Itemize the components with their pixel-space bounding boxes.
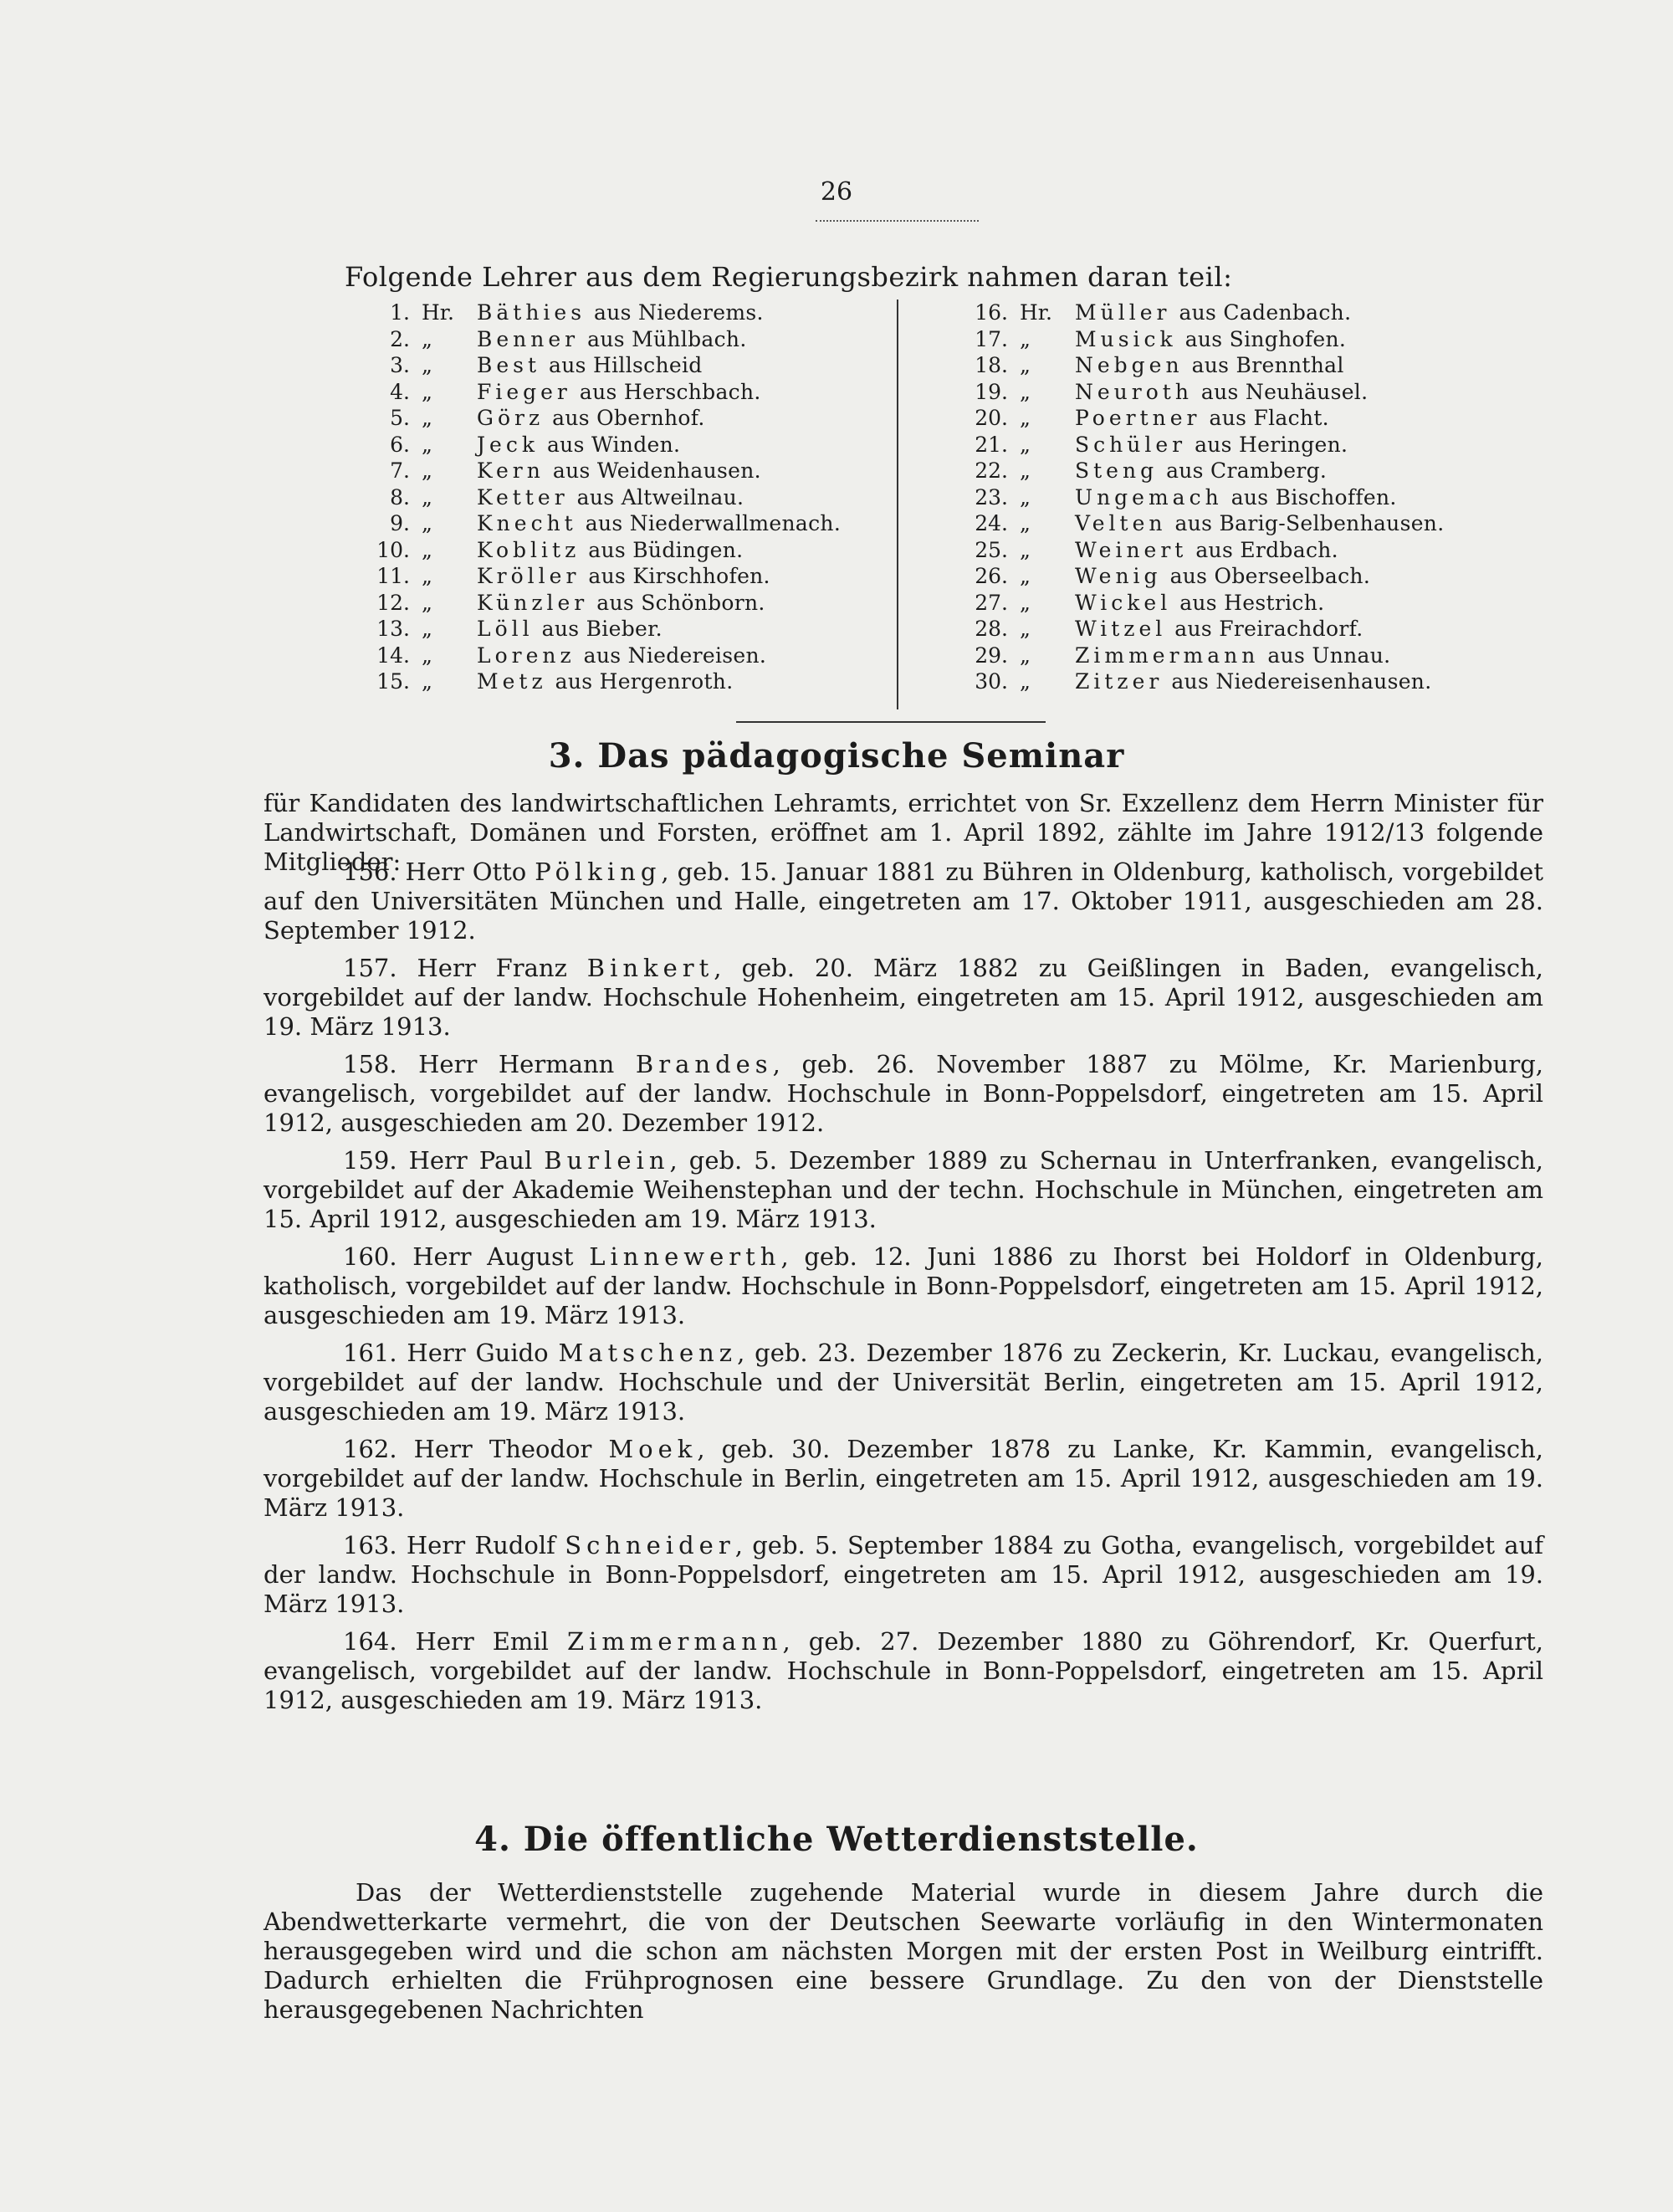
teacher-title: „ — [1020, 590, 1031, 615]
column-divider — [897, 300, 898, 709]
teacher-origin: aus Hillscheid — [549, 353, 703, 377]
teacher-row — [966, 563, 1485, 590]
teacher-origin: aus Neuhäusel. — [1200, 379, 1369, 404]
teacher-title: Hr. — [422, 300, 454, 325]
member-prefix: 158. Herr Hermann — [343, 1050, 615, 1078]
wetter-heading: 4. Die öffentliche Wetterdienststelle. — [474, 1820, 1199, 1859]
seminar-member-entry — [263, 1242, 1543, 1330]
seminar-member-entry — [263, 954, 1543, 1042]
teacher-title: „ — [422, 353, 432, 377]
teacher-origin: aus Brennthal — [1191, 353, 1344, 377]
teacher-number: 11. — [376, 564, 410, 588]
teacher-row — [368, 405, 903, 432]
teacher-row — [966, 590, 1485, 617]
teacher-title: „ — [1020, 643, 1031, 668]
teacher-number: 16. — [975, 300, 1008, 325]
teacher-origin: aus Bieber. — [541, 617, 663, 641]
teacher-origin: aus Heringen. — [1195, 432, 1348, 457]
teacher-name: Zitzer — [1075, 669, 1164, 694]
member-prefix: 161. Herr Guido — [343, 1339, 549, 1367]
teacher-origin: aus Flacht. — [1209, 406, 1329, 430]
teacher-number: 26. — [975, 564, 1008, 588]
section-divider — [736, 721, 1046, 723]
teacher-row — [368, 590, 903, 617]
member-surname: Linnewerth — [589, 1242, 781, 1271]
member-prefix: 156. Herr Otto — [343, 858, 527, 886]
teacher-row — [368, 379, 903, 406]
teacher-number: 1. — [390, 300, 410, 325]
teacher-title: „ — [1020, 432, 1031, 457]
teacher-row — [966, 405, 1485, 432]
teacher-row — [966, 326, 1485, 353]
teacher-row — [368, 643, 903, 669]
teacher-name: Best — [477, 353, 541, 377]
teacher-number: 24. — [975, 511, 1008, 535]
teacher-origin: aus Cramberg. — [1166, 458, 1328, 483]
teacher-row — [368, 458, 903, 484]
teacher-row — [966, 432, 1485, 458]
teacher-number: 15. — [376, 669, 410, 694]
teacher-title: „ — [422, 564, 432, 588]
teacher-name: Jeck — [477, 432, 539, 457]
teacher-number: 9. — [390, 511, 410, 535]
teacher-name: Weinert — [1075, 537, 1188, 562]
teacher-number: 30. — [975, 669, 1008, 694]
teacher-list-left — [368, 300, 903, 695]
member-details: , geb. 15. Januar 1881 zu Bühren in Oldenburg, katholisch, vorgebildet auf den Universitäten München und Halle, eingetreten am 17. Oktober 1911, ausgeschieden am 28. September 1912. — [263, 858, 1543, 945]
teacher-title: „ — [422, 643, 432, 668]
teacher-row — [368, 616, 903, 643]
teacher-name: Velten — [1075, 511, 1167, 535]
teacher-row — [368, 563, 903, 590]
seminar-heading: 3. Das pädagogische Seminar — [548, 736, 1125, 776]
wetter-paragraph: Das der Wetterdienststelle zugehende Material wurde in diesem Jahre durch die Abendwetterkarte vermehrt, die von der Deutschen Seewarte vorläufig in den Wintermonaten herausgegeben wird und die schon am nächsten Morgen mit der ersten Post in Weilburg eintrifft. Dadurch erhielten die Frühprognosen eine bessere Grundlage. Zu den von der Dienststelle herausgegebenen Nachrichten — [263, 1878, 1543, 2024]
teacher-name: Wenig — [1075, 564, 1162, 588]
teacher-origin: aus Niedereisenhausen. — [1171, 669, 1432, 694]
teacher-number: 27. — [975, 590, 1008, 615]
teacher-title: „ — [422, 669, 432, 694]
teacher-title: „ — [1020, 617, 1031, 641]
teacher-name: Ungemach — [1075, 484, 1223, 509]
teacher-origin: aus Winden. — [546, 432, 681, 457]
teacher-title: „ — [1020, 537, 1031, 562]
teacher-origin: aus Barig-Selbenhausen. — [1174, 511, 1445, 535]
teacher-origin: aus Kirschhofen. — [588, 564, 770, 588]
member-prefix: 157. Herr Franz — [343, 954, 567, 982]
teacher-number: 29. — [975, 643, 1008, 668]
teacher-origin: aus Oberseelbach. — [1169, 564, 1371, 588]
teacher-number: 12. — [376, 590, 410, 615]
teacher-row — [368, 668, 903, 695]
teacher-title: „ — [1020, 484, 1031, 509]
seminar-member-entry — [263, 1050, 1543, 1138]
member-details: , geb. 5. Dezember 1889 zu Schernau in Unterfranken, evangelisch, vorgebildet auf der Akademie Weihenstephan und der techn. Hochschule in München, eingetreten am 15. April 1912, ausgeschieden am 19. März 1913. — [263, 1146, 1544, 1233]
teacher-origin: aus Mühlbach. — [587, 326, 747, 351]
teacher-name: Fieger — [477, 379, 571, 404]
teacher-title: „ — [1020, 353, 1031, 377]
member-prefix: 160. Herr August — [343, 1242, 574, 1271]
teacher-number: 13. — [376, 617, 410, 641]
teacher-origin: aus Schönborn. — [596, 590, 765, 615]
seminar-member-entry — [263, 858, 1543, 945]
teacher-row — [966, 379, 1485, 406]
teacher-number: 8. — [390, 484, 410, 509]
teacher-number: 23. — [975, 484, 1008, 509]
teacher-title: „ — [1020, 669, 1031, 694]
teacher-title: „ — [422, 590, 432, 615]
teacher-title: „ — [422, 484, 432, 509]
seminar-member-entry — [263, 1146, 1543, 1234]
teacher-title: „ — [422, 432, 432, 457]
page-number-ornament — [816, 220, 979, 222]
member-prefix: 163. Herr Rudolf — [343, 1531, 555, 1559]
teacher-name: Zimmermann — [1075, 643, 1260, 668]
seminar-intro: für Kandidaten des landwirtschaftlichen Lehramts, errichtet von Sr. Exzellenz dem Herrn Minister für Landwirtschaft, Domänen und Forsten, eröffnet am 1. April 1892, zählte im Jahre 1912/13 folgende Mitglieder: — [263, 789, 1543, 876]
teacher-row — [368, 352, 903, 379]
seminar-member-entry — [263, 1435, 1543, 1523]
teacher-origin: aus Hergenroth. — [555, 669, 734, 694]
teacher-origin: aus Unnau. — [1267, 643, 1391, 668]
page-number: 26 — [820, 177, 853, 207]
teacher-name: Künzler — [477, 590, 589, 615]
member-details: , geb. 30. Dezember 1878 zu Lanke, Kr. Kammin, evangelisch, vorgebildet auf der landw. Hochschule in Berlin, eingetreten am 15. April 1912, ausgeschieden am 19. März 1913. — [263, 1435, 1544, 1522]
teacher-origin: aus Hestrich. — [1179, 590, 1325, 615]
member-details: , geb. 27. Dezember 1880 zu Göhrendorf, Kr. Querfurt, evangelisch, vorgebildet auf der landw. Hochschule in Bonn-Poppelsdorf, eingetreten am 15. April 1912, ausgeschieden am 19. März 1913. — [263, 1627, 1544, 1714]
teacher-row — [368, 510, 903, 537]
teacher-title: „ — [1020, 458, 1031, 483]
teacher-origin: aus Herschbach. — [579, 379, 761, 404]
teacher-origin: aus Weidenhausen. — [552, 458, 761, 483]
teacher-name: Ketter — [477, 484, 569, 509]
teacher-row — [368, 537, 903, 564]
member-prefix: 164. Herr Emil — [343, 1627, 549, 1656]
teacher-row — [966, 668, 1485, 695]
teacher-row — [966, 643, 1485, 669]
teacher-title: „ — [1020, 406, 1031, 430]
teacher-number: 18. — [975, 353, 1008, 377]
teacher-row — [966, 616, 1485, 643]
teacher-row — [368, 326, 903, 353]
teacher-origin: aus Erdbach. — [1195, 537, 1338, 562]
member-details: , geb. 26. November 1887 zu Mölme, Kr. Marienburg, evangelisch, vorgebildet auf der landw. Hochschule in Bonn-Poppelsdorf, eingetreten am 15. April 1912, ausgeschieden am 20. Dezember 1912. — [263, 1050, 1543, 1137]
seminar-members — [263, 858, 1543, 1723]
member-details: , geb. 5. September 1884 zu Gotha, evangelisch, vorgebildet auf der landw. Hochschule in Bonn-Poppelsdorf, eingetreten am 15. April 1912, ausgeschieden am 19. März 1913. — [263, 1531, 1544, 1618]
teacher-name: Schüler — [1075, 432, 1187, 457]
teacher-origin: aus Singhofen. — [1184, 326, 1347, 351]
teacher-row — [966, 537, 1485, 564]
teacher-number: 10. — [376, 537, 410, 562]
teacher-name: Steng — [1075, 458, 1159, 483]
teacher-number: 3. — [390, 353, 410, 377]
member-surname: Brandes — [635, 1050, 773, 1078]
teacher-name: Koblitz — [477, 537, 581, 562]
teacher-origin: aus Niedereisen. — [583, 643, 767, 668]
teacher-name: Witzel — [1075, 617, 1167, 641]
teacher-origin: aus Cadenbach. — [1179, 300, 1352, 325]
member-surname: Moek — [608, 1435, 698, 1463]
teacher-name: Metz — [477, 669, 547, 694]
teacher-number: 4. — [390, 379, 410, 404]
member-surname: Zimmermann — [566, 1627, 783, 1656]
teacher-number: 25. — [975, 537, 1008, 562]
teacher-name: Knecht — [477, 511, 577, 535]
teacher-name: Wickel — [1075, 590, 1172, 615]
member-surname: Matschenz — [558, 1339, 738, 1367]
teacher-row — [966, 352, 1485, 379]
teacher-row — [368, 432, 903, 458]
teacher-title: „ — [422, 458, 432, 483]
teacher-list-right — [966, 300, 1485, 695]
teacher-origin: aus Freirachdorf. — [1174, 617, 1363, 641]
teacher-row — [368, 484, 903, 511]
teacher-title: „ — [422, 537, 432, 562]
teacher-title: „ — [1020, 379, 1031, 404]
member-details: , geb. 20. März 1882 zu Geißlingen in Baden, evangelisch, vorgebildet auf der landw. Hochschule Hohenheim, eingetreten am 15. April 1912, ausgeschieden am 19. März 1913. — [263, 954, 1543, 1041]
teacher-title: „ — [422, 406, 432, 430]
teacher-name: Nebgen — [1075, 353, 1184, 377]
teacher-name: Musick — [1075, 326, 1177, 351]
member-surname: Schneider — [565, 1531, 735, 1559]
teacher-row — [966, 300, 1485, 326]
member-surname: Binkert — [586, 954, 714, 982]
seminar-member-entry — [263, 1339, 1543, 1426]
teacher-name: Kröller — [477, 564, 581, 588]
teacher-origin: aus Niederems. — [594, 300, 764, 325]
teacher-number: 28. — [975, 617, 1008, 641]
teacher-number: 20. — [975, 406, 1008, 430]
teacher-name: Kern — [477, 458, 545, 483]
teacher-title: „ — [1020, 564, 1031, 588]
teacher-name: Benner — [477, 326, 580, 351]
member-details: , geb. 12. Juni 1886 zu Ihorst bei Holdorf in Oldenburg, katholisch, vorgebildet auf der landw. Hochschule in Bonn-Poppelsdorf, eingetreten am 15. April 1912, ausgeschieden am 19. März 1913. — [263, 1242, 1543, 1329]
teacher-name: Bäthies — [477, 300, 586, 325]
teacher-title: „ — [1020, 326, 1031, 351]
teacher-title: „ — [422, 379, 432, 404]
teacher-name: Löll — [477, 617, 534, 641]
teacher-name: Lorenz — [477, 643, 576, 668]
member-surname: Burlein — [544, 1146, 670, 1175]
teacher-number: 7. — [390, 458, 410, 483]
teacher-row — [368, 300, 903, 326]
teacher-number: 14. — [376, 643, 410, 668]
teacher-title: „ — [422, 511, 432, 535]
teacher-row — [966, 458, 1485, 484]
teacher-number: 5. — [390, 406, 410, 430]
teacher-list-intro: Folgende Lehrer aus dem Regierungsbezirk nahmen daran teil: — [345, 261, 1233, 293]
teacher-number: 6. — [390, 432, 410, 457]
teacher-number: 22. — [975, 458, 1008, 483]
teacher-number: 2. — [390, 326, 410, 351]
teacher-number: 17. — [975, 326, 1008, 351]
teacher-origin: aus Bischoffen. — [1230, 484, 1397, 509]
teacher-name: Neuroth — [1075, 379, 1193, 404]
member-details: , geb. 23. Dezember 1876 zu Zeckerin, Kr. Luckau, evangelisch, vorgebildet auf der landw. Hochschule und der Universität Berlin, eingetreten am 15. April 1912, ausgeschieden am 19. März 1913. — [263, 1339, 1544, 1426]
teacher-name: Müller — [1075, 300, 1171, 325]
member-prefix: 162. Herr Theodor — [343, 1435, 592, 1463]
teacher-number: 21. — [975, 432, 1008, 457]
seminar-member-entry — [263, 1531, 1543, 1619]
teacher-name: Görz — [477, 406, 545, 430]
teacher-title: „ — [422, 326, 432, 351]
teacher-title: „ — [1020, 511, 1031, 535]
seminar-member-entry — [263, 1627, 1543, 1715]
teacher-title: „ — [422, 617, 432, 641]
teacher-row — [966, 510, 1485, 537]
teacher-origin: aus Altweilnau. — [576, 484, 744, 509]
teacher-title: Hr. — [1020, 300, 1052, 325]
teacher-origin: aus Büdingen. — [588, 537, 744, 562]
member-surname: Pölking — [535, 858, 662, 886]
member-prefix: 159. Herr Paul — [343, 1146, 533, 1175]
teacher-origin: aus Niederwallmenach. — [585, 511, 842, 535]
teacher-name: Poertner — [1075, 406, 1201, 430]
teacher-row — [966, 484, 1485, 511]
teacher-number: 19. — [975, 379, 1008, 404]
teacher-origin: aus Obernhof. — [552, 406, 705, 430]
